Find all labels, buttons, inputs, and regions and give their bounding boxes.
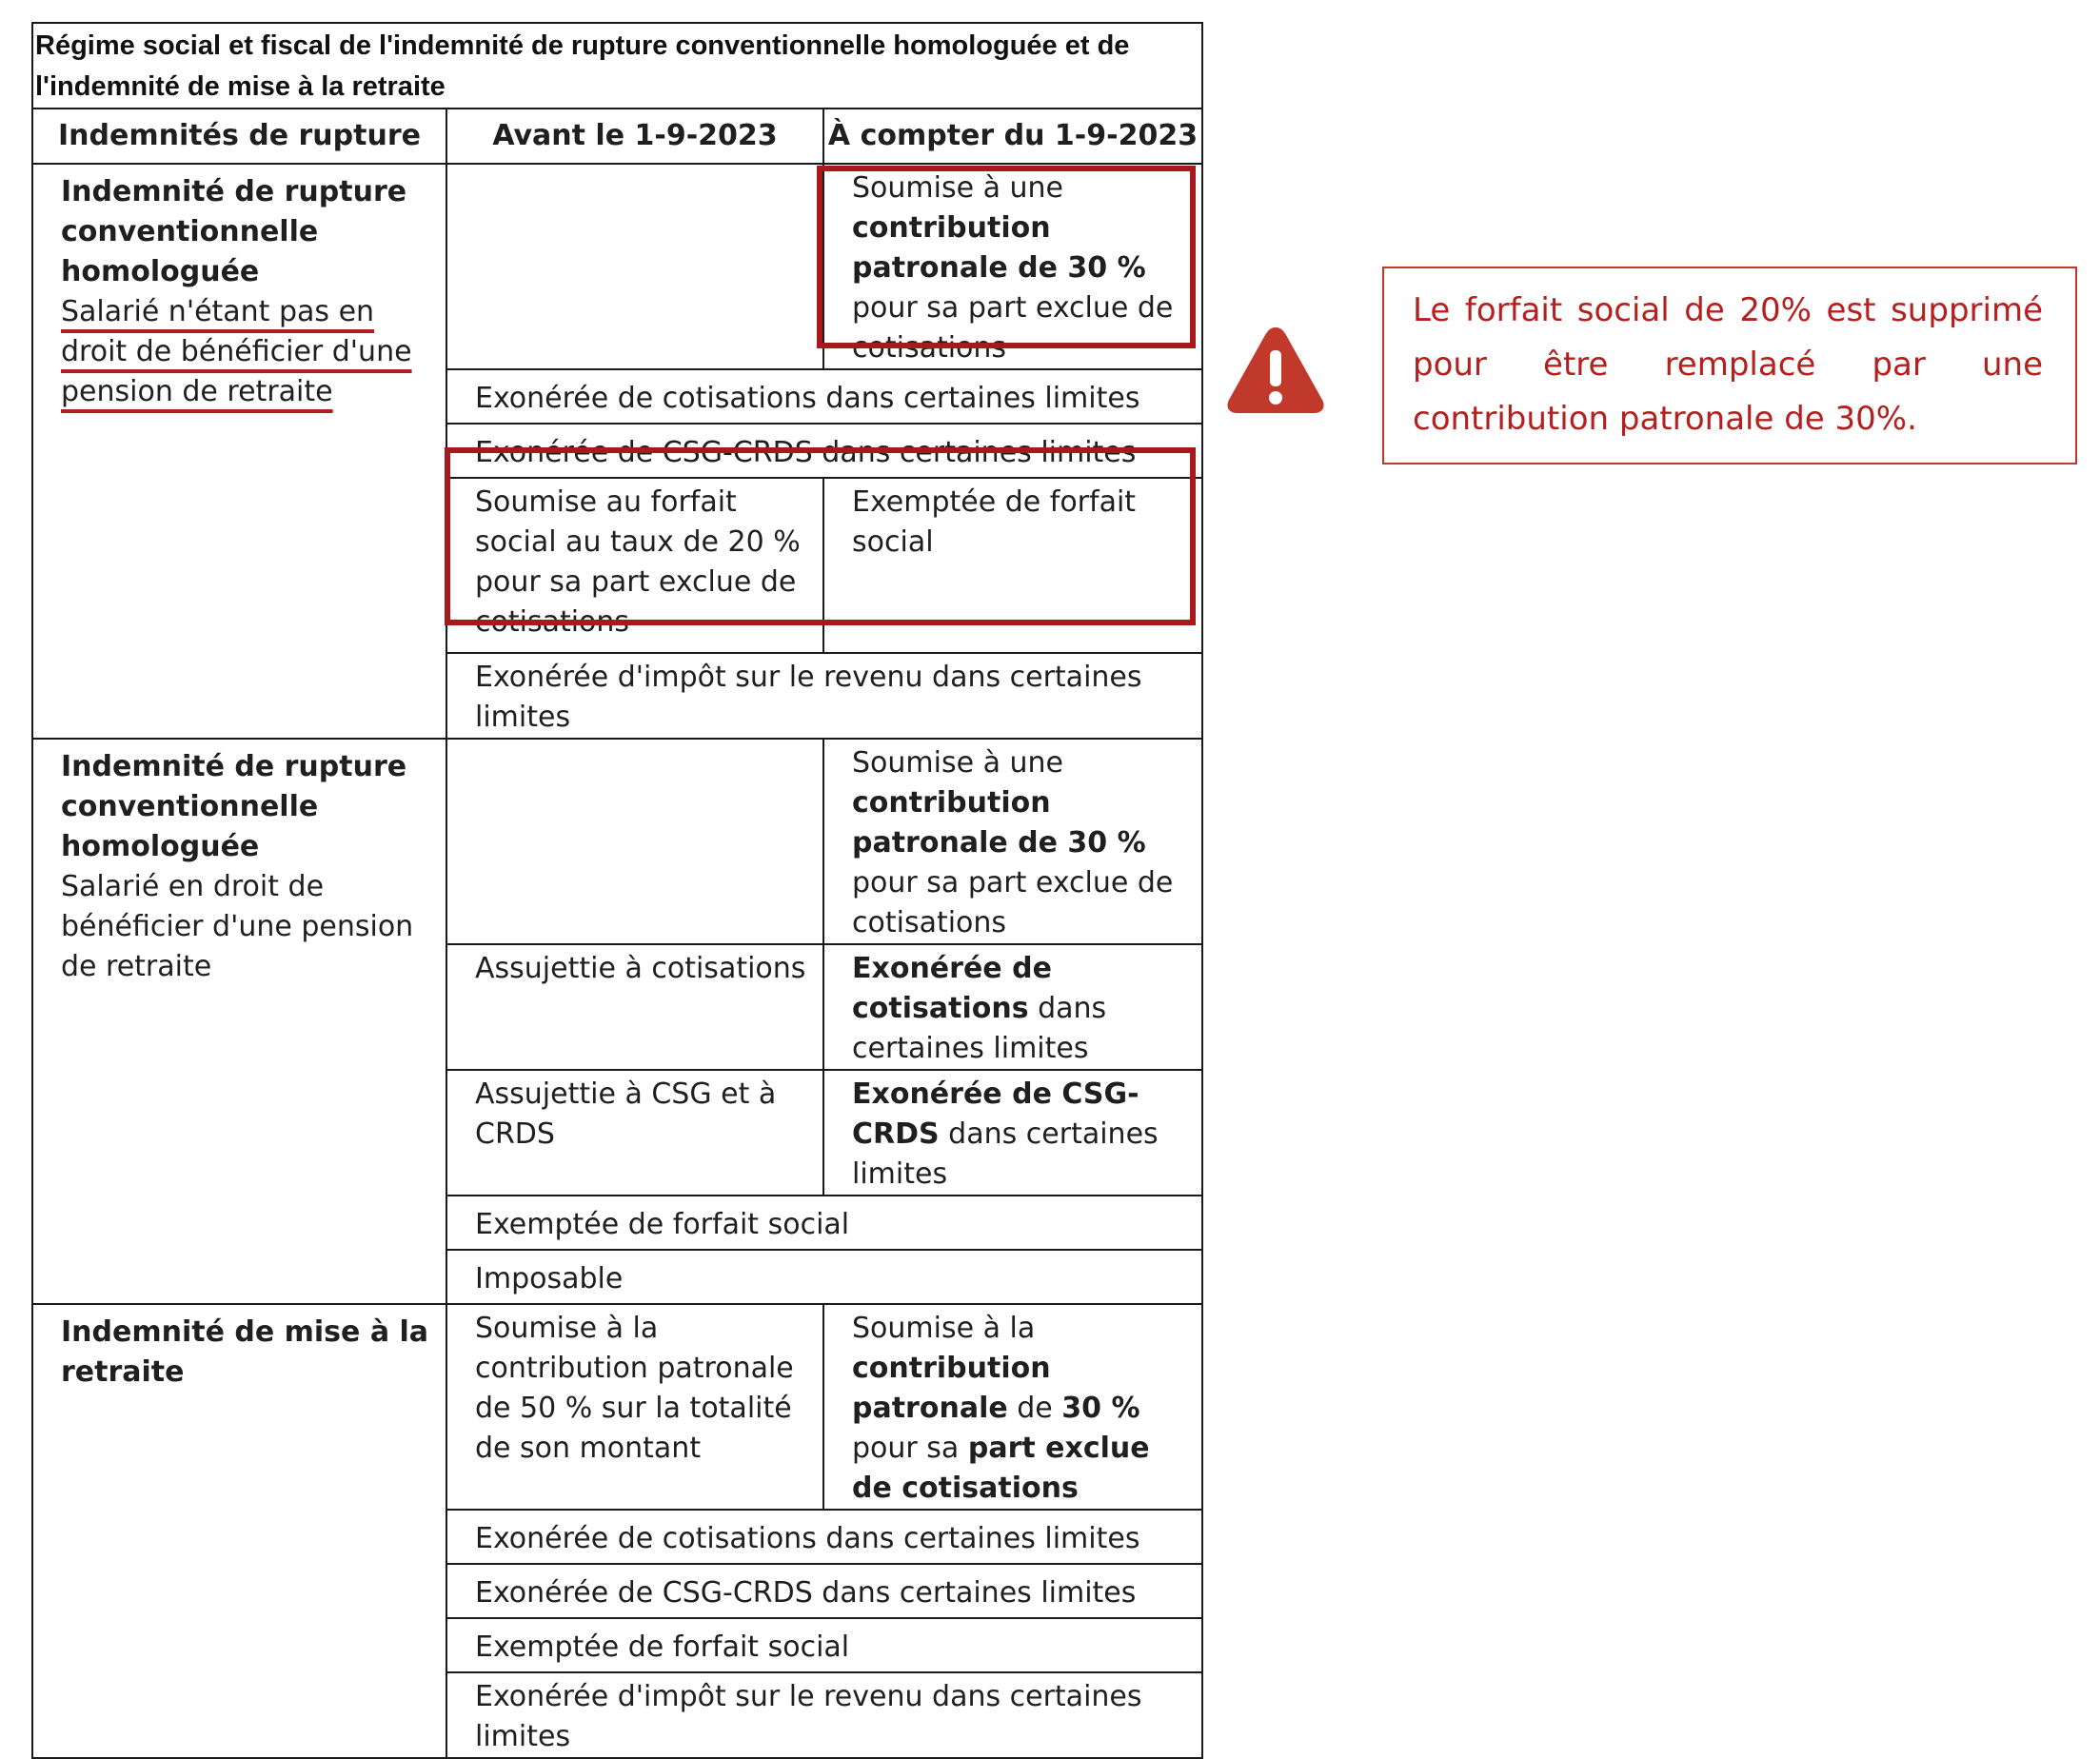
header-avant: Avant le 1-9-2023 [446, 109, 823, 164]
section3-r3: Exonérée de CSG-CRDS dans certaines limites [446, 1564, 1202, 1618]
section2-title: Indemnité de rupture conventionnelle homologuée [61, 750, 407, 863]
section3-title: Indemnité de mise à la retraite [61, 1315, 429, 1389]
section2-label [32, 739, 446, 1304]
note-box [1382, 267, 2077, 464]
section3-label [32, 1304, 446, 1758]
section1-r4-after: Exemptée de forfait social [823, 478, 1202, 653]
section1-r3: Exonérée de CSG-CRDS dans certaines limites [446, 424, 1202, 478]
header-apres: À compter du 1-9-2023 [823, 109, 1202, 164]
section2-r1-after: Soumise à une contribution patronale de 30 % pour sa part exclue de cotisations [823, 739, 1202, 944]
header-indemnites: Indemnités de rupture [32, 109, 446, 164]
section1-r4-before: Soumise au forfait social au taux de 20 % pour sa part exclue de cotisations [446, 478, 823, 653]
section2-r2-after: Exonérée de cotisations dans certaines limites [823, 944, 1202, 1070]
section3-r2: Exonérée de cotisations dans certaines limites [446, 1510, 1202, 1564]
section3-r4: Exemptée de forfait social [446, 1618, 1202, 1672]
section1-r5: Exonérée d'impôt sur le revenu dans certaines limites [446, 653, 1202, 739]
note-text: Le forfait social de 20% est supprimé pour être remplacé par une contribution patronale de 30%. [1413, 291, 2043, 438]
section2-subtitle: Salarié en droit de bénéficier d'une pension de retraite [61, 870, 414, 983]
table-title: Régime social et fiscal de l'indemnité de rupture conventionnelle homologuée et de l'indemnité de mise à la retraite [32, 23, 1202, 109]
section2-r2-before: Assujettie à cotisations [446, 944, 823, 1070]
warning-icon [1223, 322, 1328, 417]
section2-r1-before [446, 739, 823, 944]
regime-table [31, 22, 1203, 1759]
section1-r2: Exonérée de cotisations dans certaines limites [446, 369, 1202, 424]
section3-r1-after: Soumise à la contribution patronale de 30 % pour sa part exclue de cotisations [823, 1304, 1202, 1510]
section2-r4: Exemptée de forfait social [446, 1196, 1202, 1250]
section1-title: Indemnité de rupture conventionnelle homologuée [61, 175, 407, 288]
section1-label [32, 164, 446, 739]
section1-r1-before [446, 164, 823, 369]
section3-r1-before: Soumise à la contribution patronale de 50 % sur la totalité de son montant [446, 1304, 823, 1510]
section1-subtitle: Salarié n'étant pas en droit de bénéficier d'une pension de retraite [61, 295, 412, 408]
section2-r3-after: Exonérée de CSG-CRDS dans certaines limites [823, 1070, 1202, 1196]
section3-r5: Exonérée d'impôt sur le revenu dans certaines limites [446, 1672, 1202, 1758]
section2-r5: Imposable [446, 1250, 1202, 1304]
section2-r3-before: Assujettie à CSG et à CRDS [446, 1070, 823, 1196]
section1-r1-after: Soumise à une contribution patronale de 30 % pour sa part exclue de cotisations [823, 164, 1202, 369]
